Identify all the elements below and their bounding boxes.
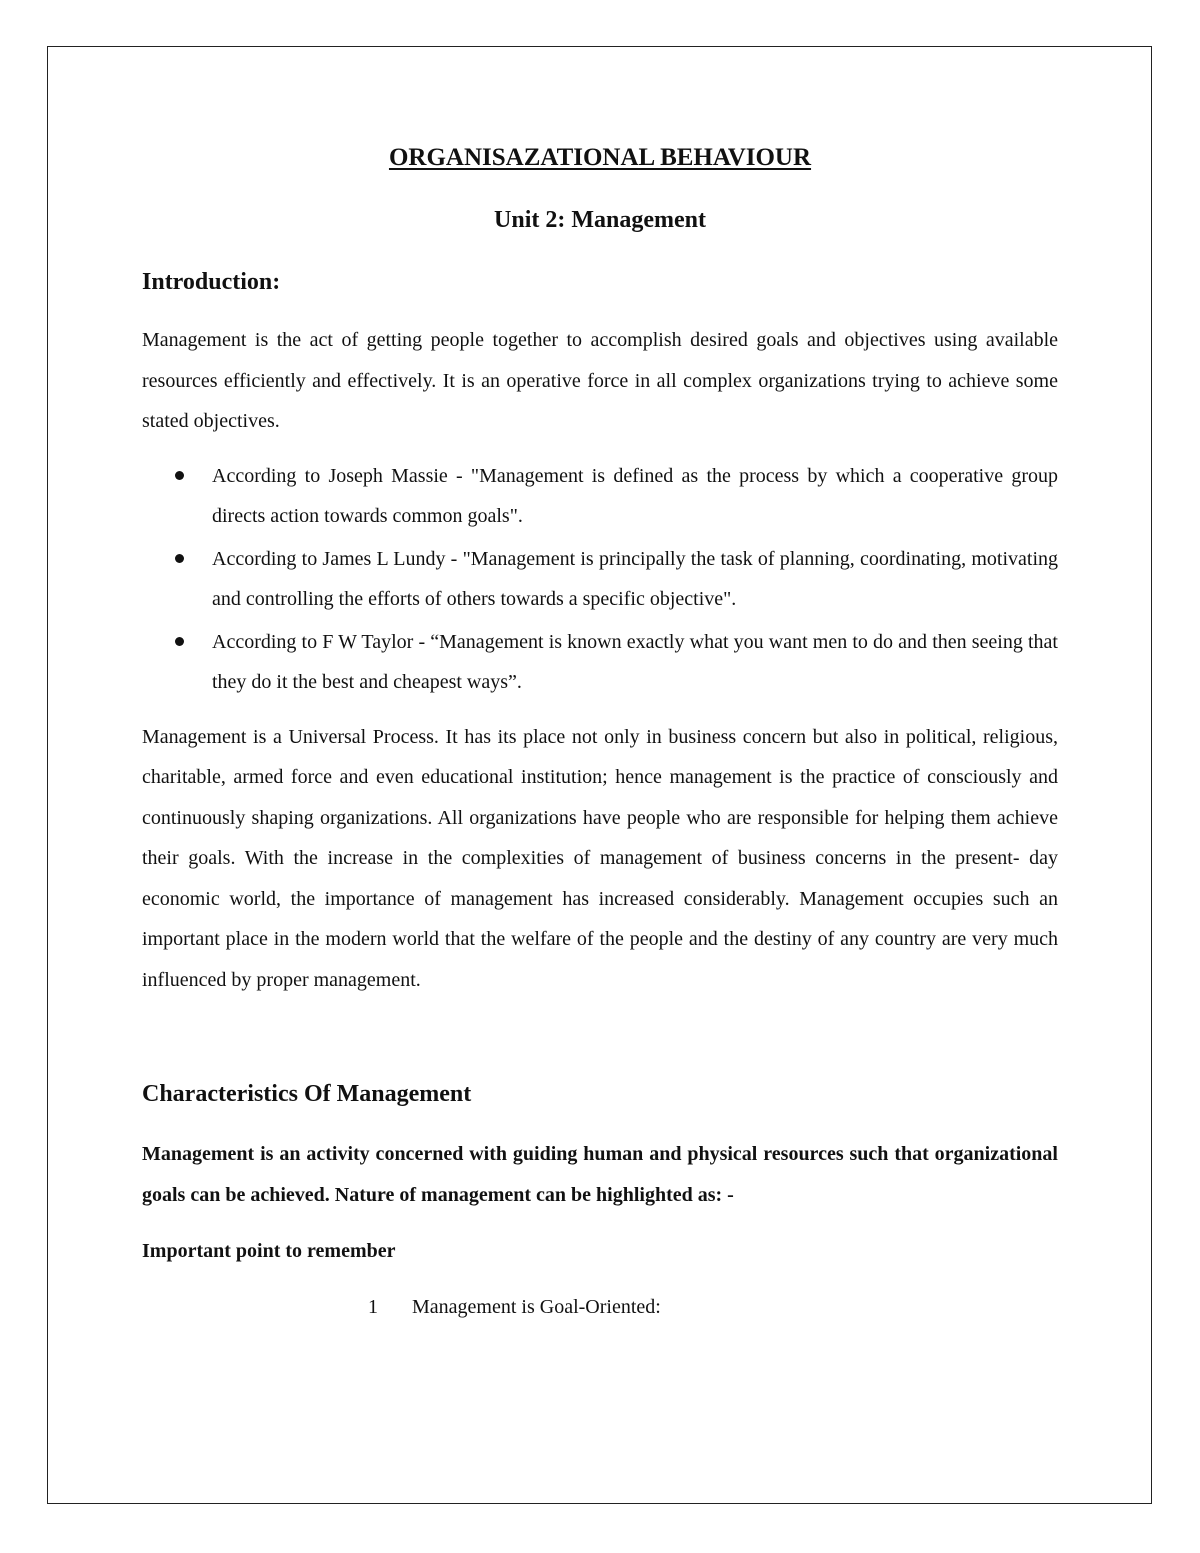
characteristics-heading: Characteristics Of Management <box>142 1081 472 1107</box>
introduction-paragraph: Management is the act of getting people together to accomplish desired goals and objectives using available resources efficiently and effectively. It is an operative force in all complex organizations trying to achieve some stated objectives. <box>142 329 1058 432</box>
numbered-item-text: Management is Goal-Oriented: <box>412 1296 661 1318</box>
list-item <box>142 539 1058 620</box>
universal-process-paragraph: Management is a Universal Process. It has its place not only in business concern but also in political, religious, charitable, armed force and even educational institution; hence management is the practice of consciously and continuously shaping organizations. All organizations have people who are responsible for helping them achieve their goals. With the increase in the complexities of management of business concerns in the present- day economic world, the importance of management has increased considerably. Management occupies such an important place in the modern world that the welfare of the people and the destiny of any country are very much influenced by proper management. <box>142 725 1058 991</box>
list-item <box>142 622 1058 703</box>
introduction-heading: Introduction: <box>142 269 281 295</box>
numbered-item <box>142 1287 1058 1327</box>
list-item <box>142 456 1058 537</box>
characteristics-paragraph: Management is an activity concerned with guiding human and physical resources such that organizational goals can be achieved. Nature of management can be highlighted as: - <box>142 1143 1058 1206</box>
bullet-icon <box>175 471 184 480</box>
list-item-text: According to James L Lundy - "Management is principally the task of planning, coordinating, motivating and controlling the efforts of others towards a specific objective". <box>212 547 1058 610</box>
list-item-text: According to Joseph Massie - "Management is defined as the process by which a cooperative group directs action towards common goals". <box>212 464 1058 527</box>
list-item-text: According to F W Taylor - “Management is known exactly what you want men to do and then seeing that they do it the best and cheapest ways”. <box>212 630 1058 693</box>
bullet-icon <box>175 637 184 646</box>
document-title: ORGANISAZATIONAL BEHAVIOUR <box>388 144 812 171</box>
bullet-icon <box>175 554 184 563</box>
important-point-label: Important point to remember <box>142 1240 396 1262</box>
numbered-item-number: 1 <box>368 1296 378 1318</box>
document-body <box>142 140 1058 1327</box>
unit-title: Unit 2: Management <box>494 207 706 233</box>
definitions-list <box>142 456 1058 703</box>
